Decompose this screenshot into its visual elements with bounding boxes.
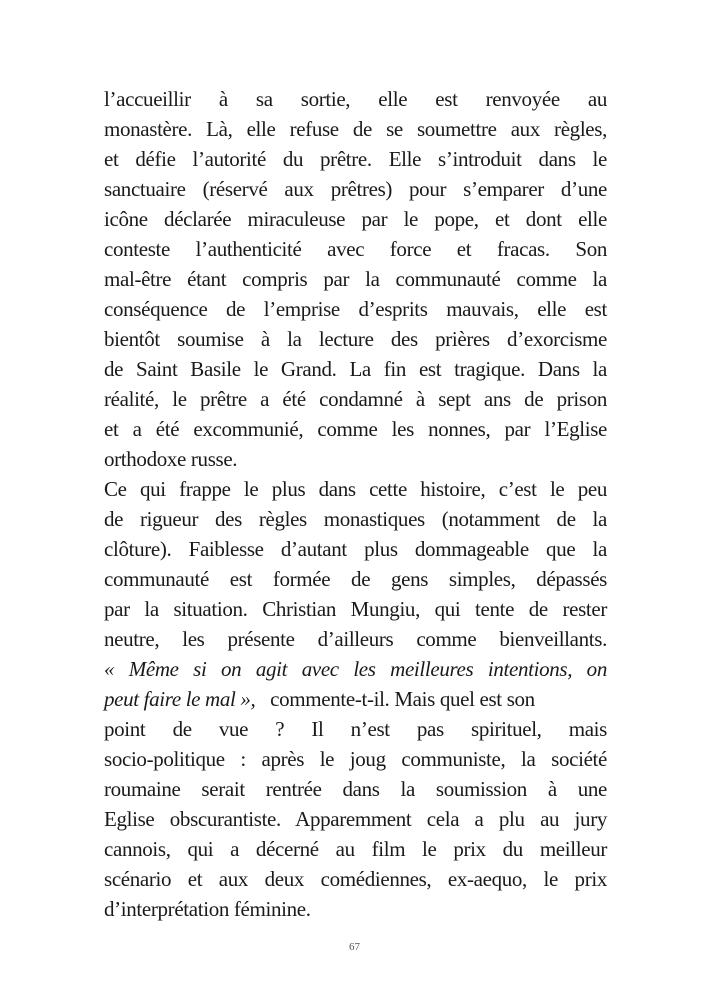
- text-line: sanctuaire (réservé aux prêtres) pour s’emparer d’une: [104, 177, 607, 201]
- text-line: communauté est formée de gens simples, dépassés: [104, 567, 607, 591]
- text-line: par la situation. Christian Mungiu, qui tente de rester: [104, 597, 607, 621]
- text-line: monastère. Là, elle refuse de se soumettre aux règles,: [104, 117, 607, 141]
- text-line: réalité, le prêtre a été condamné à sept ans de prison: [104, 387, 607, 411]
- text-line: clôture). Faiblesse d’autant plus dommageable que la: [104, 537, 607, 561]
- body-text: [104, 84, 607, 924]
- text-line: scénario et aux deux comédiennes, ex-aequo, le prix: [104, 867, 607, 891]
- text-line: socio-politique : après le joug communiste, la société: [104, 747, 607, 771]
- text-line: point de vue ? Il n’est pas spirituel, mais: [104, 717, 607, 741]
- quote-line-end: peut faire le mal »,: [104, 687, 256, 711]
- text-line: de Saint Basile le Grand. La fin est tragique. Dans la: [104, 357, 607, 381]
- text-line: Eglise obscurantiste. Apparemment cela a plu au jury: [104, 807, 607, 831]
- mixed-line: [104, 684, 607, 714]
- text-segment: commente-t-il. Mais quel est son: [270, 687, 535, 711]
- text-line: conteste l’authenticité avec force et fracas. Son: [104, 237, 607, 261]
- text-line: mal-être étant compris par la communauté comme la: [104, 267, 607, 291]
- text-line: neutre, les présente d’ailleurs comme bienveillants.: [104, 627, 607, 651]
- text-line: Ce qui frappe le plus dans cette histoire, c’est le peu: [104, 477, 607, 501]
- text-line: et a été excommunié, comme les nonnes, par l’Eglise: [104, 417, 607, 441]
- text-line: l’accueillir à sa sortie, elle est renvoyée au: [104, 87, 607, 111]
- text-line: et défie l’autorité du prêtre. Elle s’introduit dans le: [104, 147, 607, 171]
- text-line: bientôt soumise à la lecture des prières d’exorcisme: [104, 327, 607, 351]
- text-line: conséquence de l’emprise d’esprits mauvais, elle est: [104, 297, 607, 321]
- quote-line: « Même si on agit avec les meilleures intentions, on: [104, 657, 607, 681]
- text-line: roumaine serait rentrée dans la soumission à une: [104, 777, 607, 801]
- text-line: icône déclarée miraculeuse par le pope, et dont elle: [104, 207, 607, 231]
- text-line: de rigueur des règles monastiques (notamment de la: [104, 507, 607, 531]
- text-line: d’interprétation féminine.: [104, 897, 311, 921]
- text-line: orthodoxe russe.: [104, 447, 238, 471]
- text-line: cannois, qui a décerné au film le prix du meilleur: [104, 837, 607, 861]
- page-number: 67: [349, 941, 360, 953]
